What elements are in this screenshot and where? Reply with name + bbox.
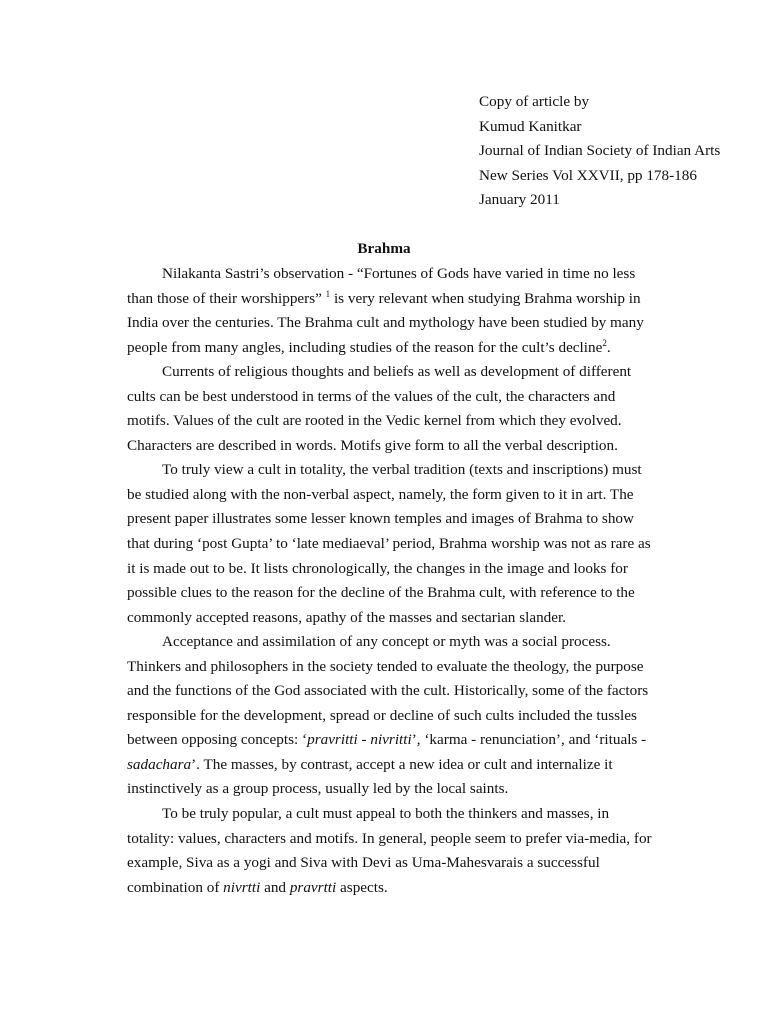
paragraph-line: that during ‘post Gupta’ to ‘late mediaeval’ period, Brahma worship was not as rare as	[127, 535, 651, 553]
paragraph-line: Currents of religious thoughts and beliefs as well as development of different	[162, 363, 632, 381]
text-run: aspects.	[336, 878, 388, 896]
paragraph-2	[127, 360, 647, 458]
text-run: ’, ‘karma - renunciation’, and ‘rituals -	[411, 731, 647, 749]
paragraph-4	[127, 630, 647, 802]
paragraph-line: and the functions of the God associated with the cult. Historically, some of the factors	[127, 682, 649, 700]
italic-term: nivrtti	[223, 878, 261, 896]
paragraph-line: example, Siva as a yogi and Siva with Devi as Uma-Mahesvarais a successful	[127, 854, 600, 872]
paragraph-line: Characters are described in words. Motifs give form to all the verbal description.	[127, 436, 618, 454]
paragraph-line: totality: values, characters and motifs. In general, people seem to prefer via-media, for	[127, 829, 652, 847]
paragraph-line: responsible for the development, spread or decline of such cults included the tussles	[127, 706, 637, 724]
paragraph-line: present paper illustrates some lesser known temples and images of Brahma to show	[127, 510, 634, 528]
article-body	[127, 262, 652, 900]
paragraph-line: it is made out to be. It lists chronologically, the changes in the image and looks for	[127, 559, 628, 577]
paragraph-line	[127, 287, 647, 312]
paragraph-line	[127, 753, 647, 778]
citation-volume: New Series Vol XXVII, pp 178-186	[479, 166, 697, 184]
paragraph-1	[127, 262, 647, 360]
paragraph-line: instinctively as a group process, usually led by the local saints.	[127, 780, 509, 798]
text-run: and	[260, 878, 290, 896]
paragraph-3	[127, 458, 651, 630]
text-run: between opposing concepts: ‘	[127, 731, 308, 749]
italic-term: pravritti - nivritti	[307, 731, 412, 749]
paragraph-line: Acceptance and assimilation of any concept or myth was a social process.	[162, 633, 611, 651]
paragraph-line: possible clues to the reason for the decline of the Brahma cult, with reference to the	[127, 584, 635, 602]
footnote-ref-1[interactable]: 1	[325, 288, 331, 299]
paragraph-line: Thinkers and philosophers in the society tended to evaluate the theology, the purpose	[127, 657, 644, 675]
paragraph-line: commonly accepted reasons, apathy of the masses and sectarian slander.	[127, 608, 567, 626]
text-run: is very relevant when studying Brahma worship in	[330, 289, 641, 307]
paragraph-line: To truly view a cult in totality, the verbal tradition (texts and inscriptions) must	[162, 461, 642, 479]
text-run: ’. The masses, by contrast, accept a new idea or cult and internalize it	[191, 755, 613, 773]
text-run: than those of their worshippers”	[127, 289, 326, 307]
citation-author: Kumud Kanitkar	[479, 117, 582, 135]
text-run: .	[606, 338, 611, 356]
citation-line: Copy of article by	[479, 93, 590, 110]
paragraph-line	[127, 876, 647, 901]
paragraph-line	[127, 728, 647, 753]
italic-term: sadachara	[127, 755, 192, 773]
paragraph-line	[127, 336, 647, 361]
paragraph-line: To be truly popular, a cult must appeal to both the thinkers and masses, in	[162, 805, 610, 823]
footnote-ref-2[interactable]: 2	[602, 337, 607, 348]
paragraph-line: cults can be best understood in terms of the values of the cult, the characters and	[127, 387, 616, 405]
citation-header	[479, 90, 720, 213]
text-run: combination of	[127, 878, 224, 896]
citation-journal: Journal of Indian Society of Indian Arts	[479, 142, 721, 159]
paragraph-line: Nilakanta Sastri’s observation - “Fortunes of Gods have varied in time no less	[162, 265, 636, 282]
article-title: Brahma	[357, 240, 411, 257]
paragraph-line: be studied along with the non-verbal aspect, namely, the form given to it in art. The	[127, 485, 634, 503]
paragraph-5	[127, 802, 652, 900]
paragraph-line: motifs. Values of the cult are rooted in the Vedic kernel from which they evolved.	[127, 412, 622, 430]
italic-term: pravrtti	[289, 878, 337, 896]
paragraph-line: India over the centuries. The Brahma cult and mythology have been studied by many	[127, 314, 644, 332]
citation-date: January 2011	[479, 191, 560, 208]
text-run: people from many angles, including studies of the reason for the cult’s decline	[127, 338, 603, 356]
